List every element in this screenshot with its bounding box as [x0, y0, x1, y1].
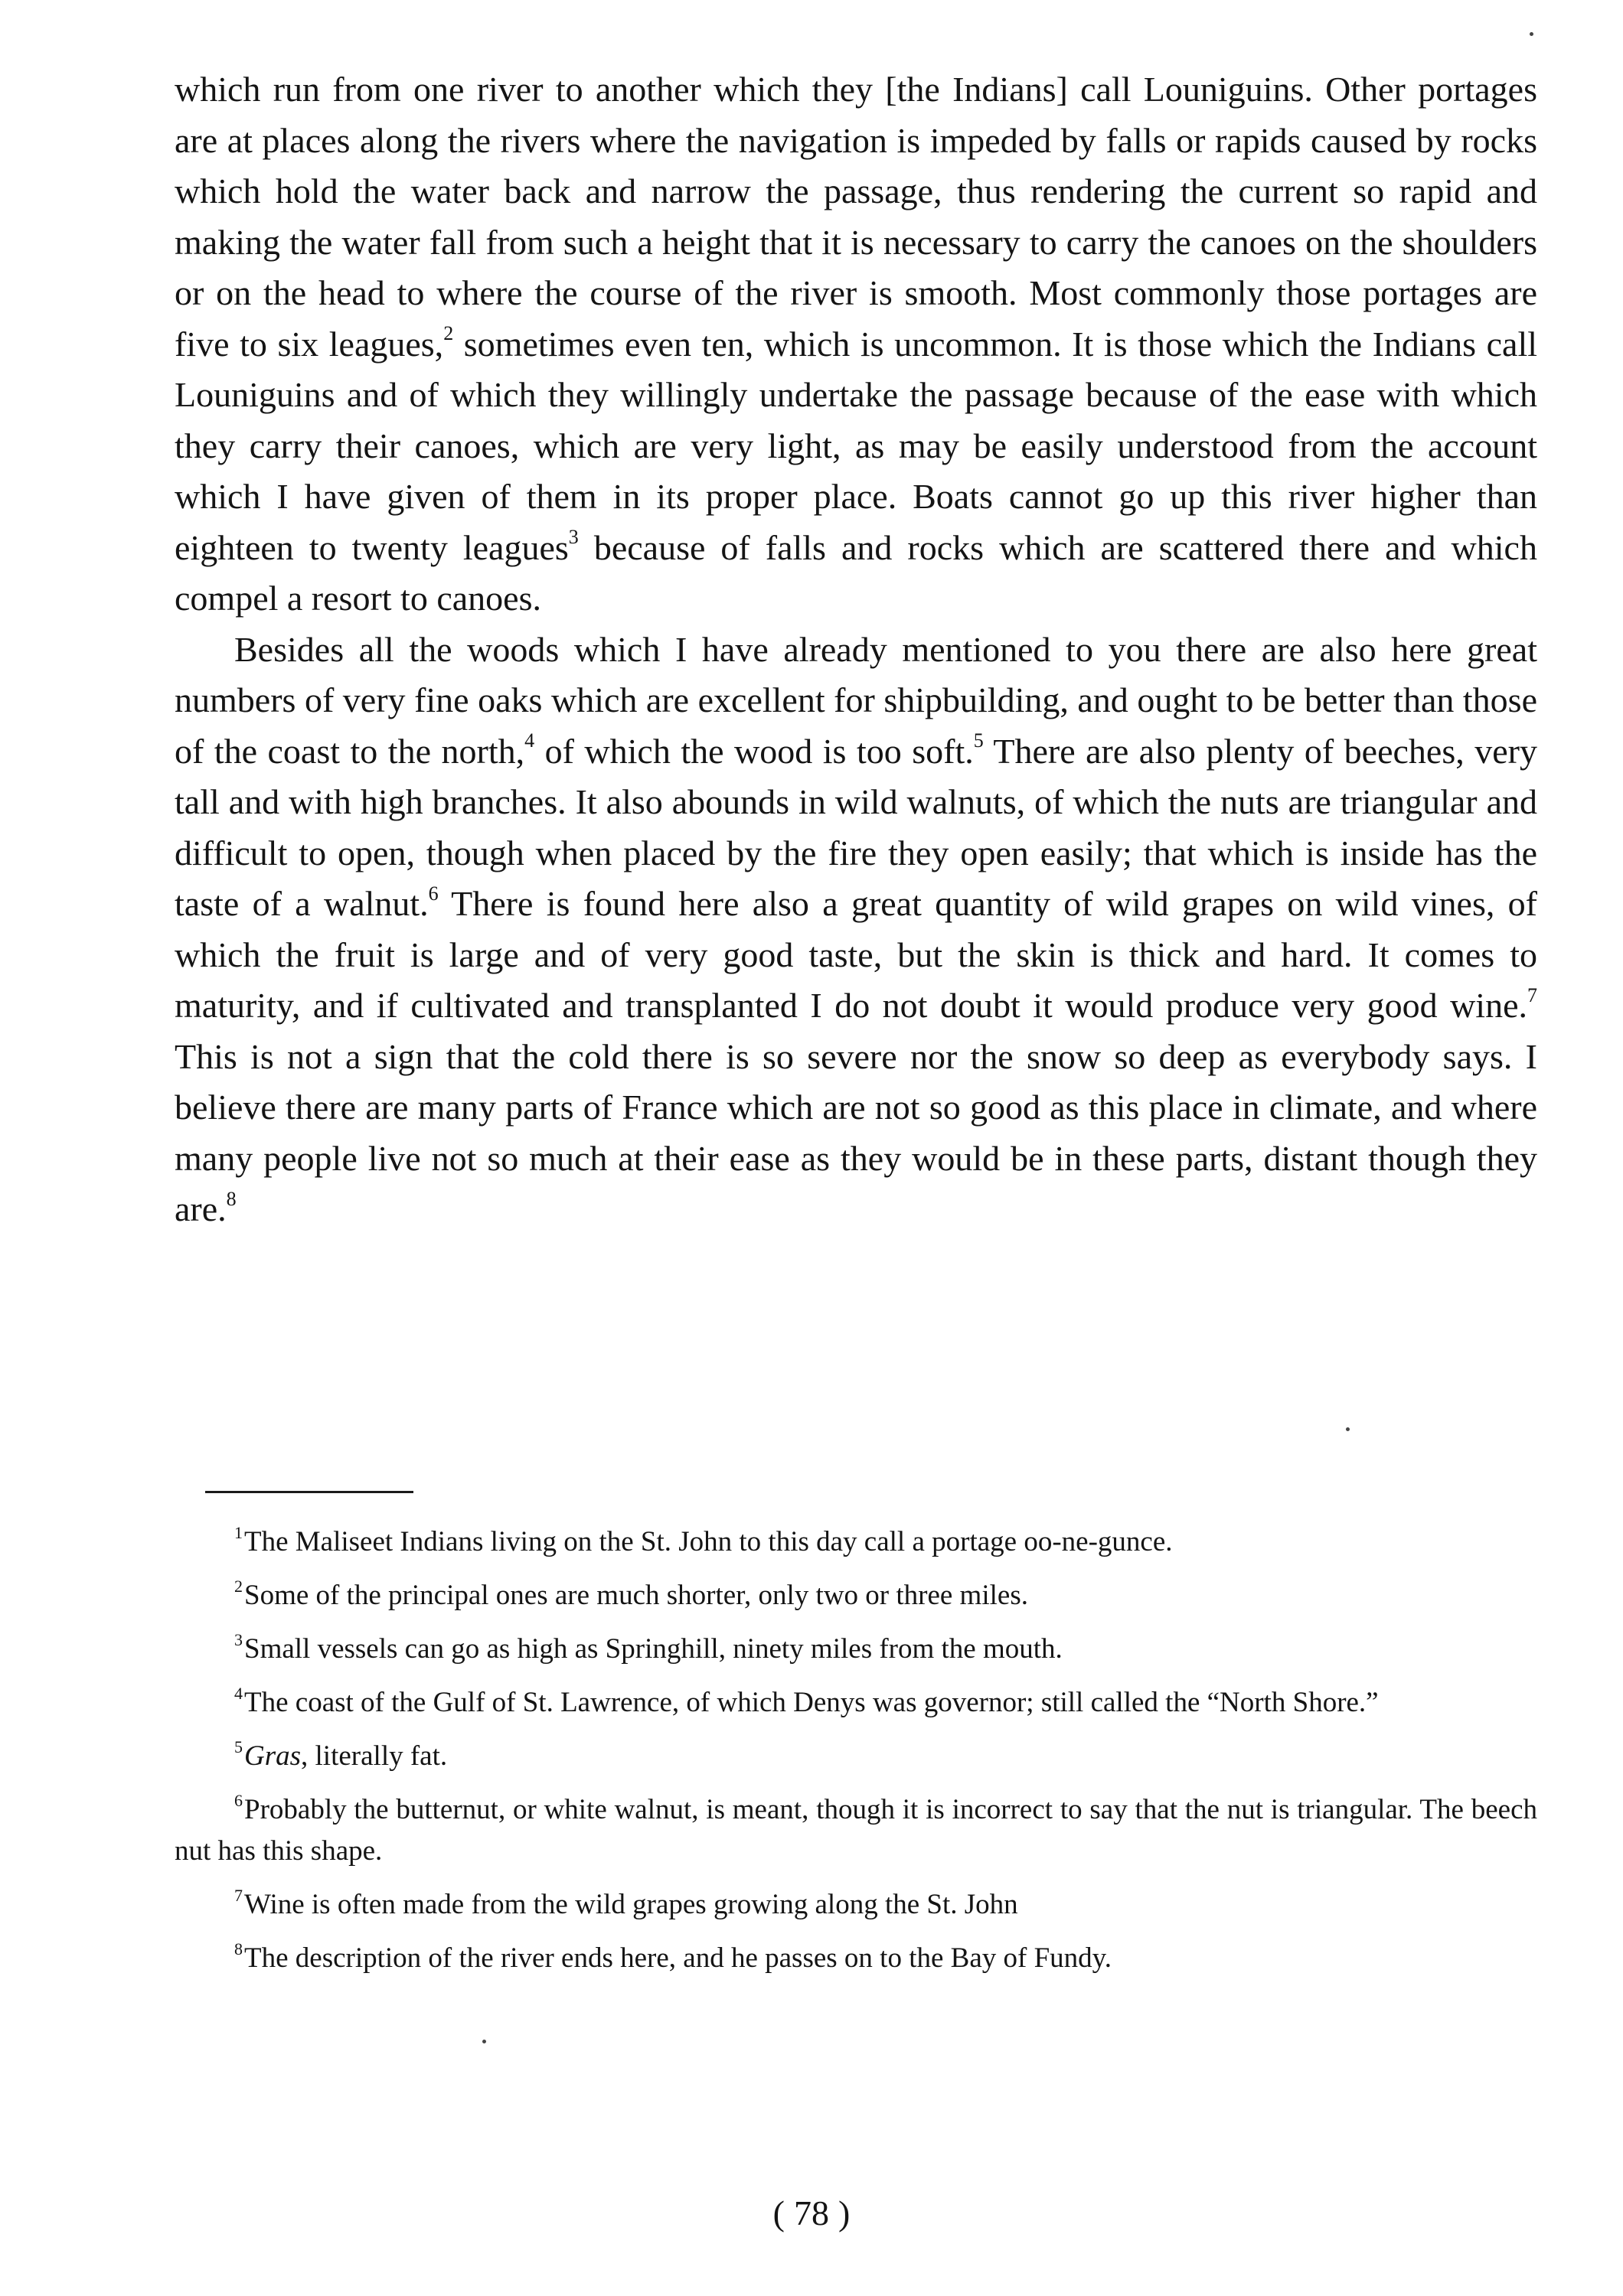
footnote-ref-7[interactable]: 7 — [1527, 983, 1537, 1006]
footnote-ref-8[interactable]: 8 — [226, 1187, 237, 1210]
page-number — [0, 2190, 1623, 2236]
footnote-text: Probably the butternut, or white walnut, is meant, though it is incorrect to say that the nut is triangular. The beech nut has this shape. — [175, 1794, 1537, 1867]
footnote-ref-6[interactable]: 6 — [428, 882, 439, 905]
footnote-divider — [205, 1491, 413, 1493]
footnote-7 — [175, 1884, 1537, 1926]
footnote-4 — [175, 1682, 1537, 1724]
footnote-ref-4[interactable]: 4 — [524, 729, 535, 752]
paragraph-2-text-a: Besides all the woods which I have already mentioned to you there are also here great numbers of very fine oaks which are excellent for shipbuilding, and ought to be better than those of the coast to the north, — [175, 629, 1537, 771]
paragraph-2 — [175, 625, 1537, 1235]
paragraph-1 — [175, 64, 1537, 625]
main-text — [175, 64, 1537, 1235]
footnote-number: 4 — [234, 1683, 243, 1703]
footnote-italic-term: Gras — [244, 1740, 302, 1772]
page-number-open-paren: ( — [772, 2193, 785, 2232]
page-number-close-paren: ) — [838, 2193, 851, 2232]
paragraph-2-text-d: There is found here also a great quantity of wild grapes on wild vines, of which the fruit is large and of very good taste, but the skin is thick and hard. It comes to maturity, and if cultivated and transplanted I do not doubt it would produce very good wine. — [175, 884, 1537, 1025]
footnote-number: 5 — [234, 1737, 243, 1756]
scan-speck — [482, 2040, 486, 2043]
footnote-text: The coast of the Gulf of St. Lawrence, of which Denys was governor; still called the “North Shore.” — [244, 1687, 1379, 1718]
footnote-text: Wine is often made from the wild grapes growing along the St. John — [244, 1889, 1018, 1920]
footnote-text: , literally fat. — [301, 1740, 448, 1772]
footnote-number: 1 — [234, 1522, 243, 1542]
footnote-1 — [175, 1521, 1537, 1563]
page-number-value: 78 — [794, 2193, 829, 2232]
footnote-number: 7 — [234, 1885, 243, 1905]
footnote-6 — [175, 1789, 1537, 1872]
footnote-ref-5[interactable]: 5 — [973, 729, 984, 752]
paragraph-1-text-b: sometimes even ten, which is uncommon. It is those which the Indians call Louniguins and of which they willingly undertake the passage because of the ease with which they carry their canoes, which are very light, as may be easily understood from the account which I have given of them in its proper place. Boats cannot go up this river higher than eighteen to twenty leagues — [175, 324, 1537, 567]
footnote-number: 2 — [234, 1576, 243, 1596]
footnote-text: The description of the river ends here, and he passes on to the Bay of Fundy. — [244, 1942, 1112, 1974]
footnote-number: 8 — [234, 1939, 243, 1958]
footnote-2 — [175, 1575, 1537, 1616]
scan-speck — [1346, 1427, 1350, 1431]
footnote-number: 3 — [234, 1629, 243, 1649]
paragraph-2-text-c: There are also plenty of beeches, very tall and with high branches. It also abounds in wild walnuts, of which the nuts are triangular and difficult to open, though when placed by the fire they open easily; that which is inside has the taste of a walnut. — [175, 731, 1537, 923]
paragraph-1-text-c: because of falls and rocks which are scattered there and which compel a resort to canoes. — [175, 527, 1537, 618]
footnote-text: The Maliseet Indians living on the St. John to this day call a portage oo-ne-gunce. — [244, 1526, 1173, 1557]
paragraph-1-text-a: which run from one river to another which they [the Indians] call Louniguins. Other portages are at places along the rivers where the navigation is impeded by falls or rapids caused by rocks which hold the water back and narrow the passage, thus rendering the current so rapid and making the water fall from such a height that it is necessary to carry the canoes on the shoulders or on the head to where the course of the river is smooth. Most commonly those portages are five to six leagues, — [175, 70, 1537, 364]
footnote-8 — [175, 1938, 1537, 1979]
paragraph-2-text-e: This is not a sign that the cold there is so severe nor the snow so deep as everybody says. I believe there are many parts of France which are not so good as this place in climate, and where many people live not so much at their ease as they would be in these parts, distant though they are. — [175, 1036, 1537, 1228]
paragraph-2-text-b: of which the wood is too soft. — [534, 731, 974, 771]
footnote-ref-3[interactable]: 3 — [568, 526, 579, 549]
footnote-3 — [175, 1629, 1537, 1670]
footnote-text: Some of the principal ones are much shorter, only two or three miles. — [244, 1580, 1028, 1611]
footnote-text: Small vessels can go as high as Springhill, ninety miles from the mouth. — [244, 1633, 1063, 1665]
footnotes — [175, 1521, 1537, 1991]
scan-speck — [1530, 32, 1533, 36]
footnote-5 — [175, 1736, 1537, 1777]
footnote-ref-2[interactable]: 2 — [443, 322, 454, 345]
footnote-number: 6 — [234, 1790, 243, 1810]
